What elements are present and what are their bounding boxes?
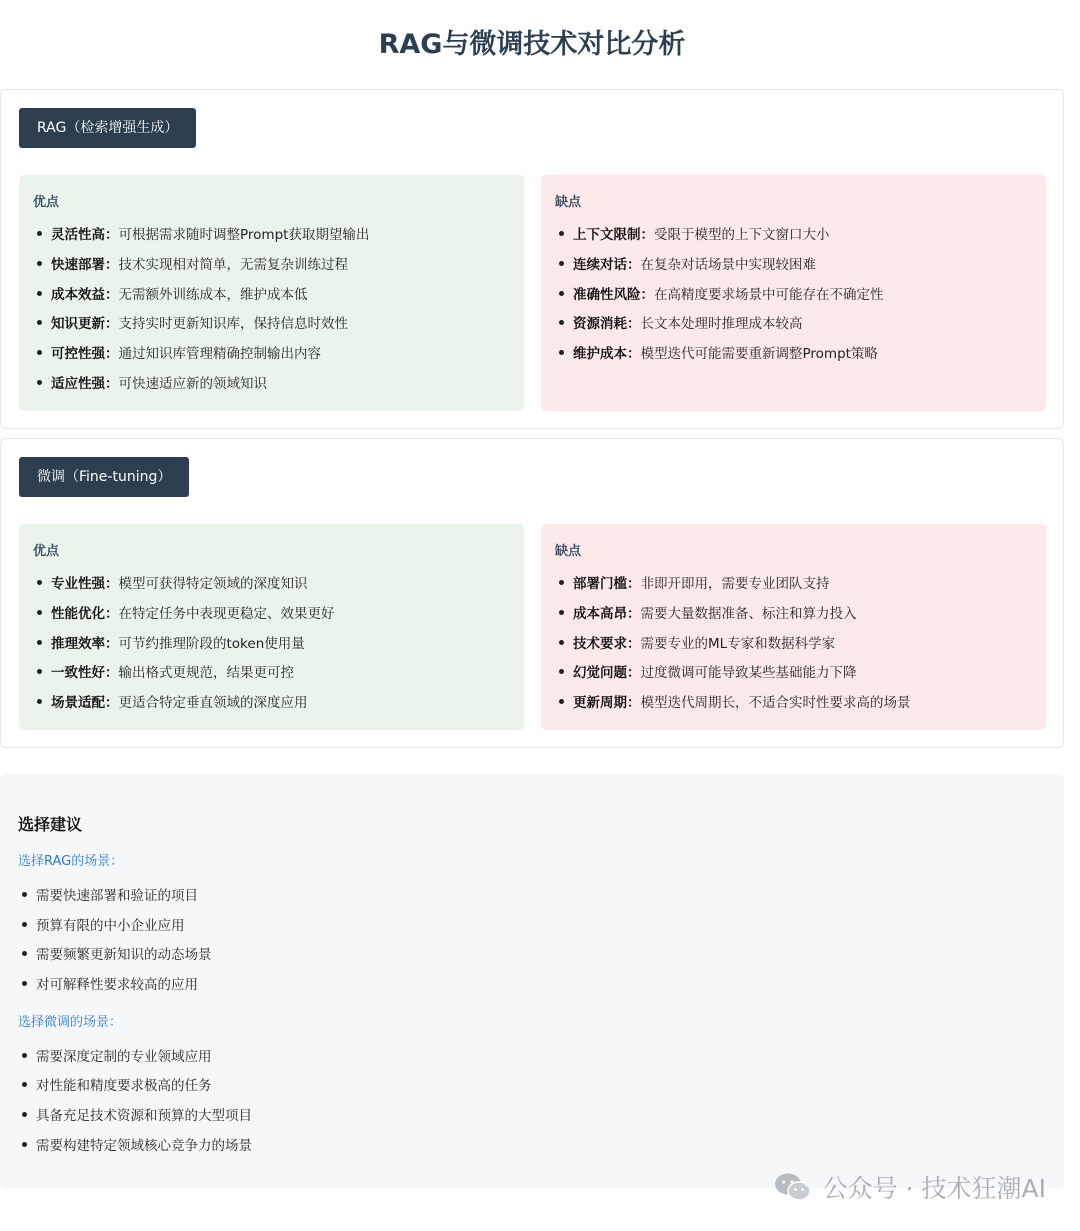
item-text: 在复杂对话场景中实现较困难 xyxy=(640,256,816,273)
item-text: 在特定任务中表现更稳定、效果更好 xyxy=(118,605,335,622)
advice-title: 选择建议 xyxy=(18,815,83,834)
item-key: 快速部署： xyxy=(51,256,119,273)
list-item xyxy=(555,691,1032,721)
item-key: 性能优化： xyxy=(51,605,119,622)
item-text: 技术实现相对简单，无需复杂训练过程 xyxy=(118,256,348,273)
item-key: 准确性风险： xyxy=(573,286,654,303)
item-text: 在高精度要求场景中可能存在不确定性 xyxy=(654,286,884,303)
item-key: 上下文限制： xyxy=(573,227,654,243)
finetune-cons-title: 缺点 xyxy=(555,544,582,559)
list-item xyxy=(555,312,1032,342)
item-key: 资源消耗： xyxy=(573,316,641,333)
item-key: 部署门槛： xyxy=(573,576,641,592)
list-item xyxy=(555,342,1032,372)
item-text: 输出格式更规范，结果更可控 xyxy=(118,665,294,682)
list-item xyxy=(555,661,1032,691)
list-item xyxy=(33,661,510,691)
list-item: 对可解释性要求较高的应用 xyxy=(18,973,1046,1003)
finetune-section-header: 微调（Fine-tuning） xyxy=(19,457,189,497)
list-item: 需要频繁更新知识的动态场景 xyxy=(18,943,1046,973)
list-item xyxy=(555,253,1032,283)
list-item xyxy=(33,342,510,372)
item-text: 可根据需求随时调整Prompt获取期望输出 xyxy=(118,227,370,243)
watermark-text: 公众号 · 技术狂潮AI xyxy=(822,1174,1046,1203)
list-item xyxy=(555,632,1032,662)
item-key: 适应性强： xyxy=(51,375,119,392)
item-key: 成本效益： xyxy=(51,286,119,303)
finetune-section xyxy=(0,438,1064,748)
item-key: 幻觉问题： xyxy=(573,665,641,682)
list-item: 需要快速部署和验证的项目 xyxy=(18,884,1046,914)
advice-finetune-list xyxy=(18,1045,1046,1164)
item-key: 场景适配： xyxy=(51,695,119,712)
advice-finetune-subtitle: 选择微调的场景： xyxy=(18,1014,123,1030)
item-key: 一致性好： xyxy=(51,665,119,682)
list-item xyxy=(33,372,510,402)
finetune-pros-title: 优点 xyxy=(33,544,60,559)
advice-rag-subtitle: 选择RAG的场景： xyxy=(18,854,124,869)
list-item xyxy=(33,253,510,283)
item-text: 需要专业的ML专家和数据科学家 xyxy=(640,635,836,652)
advice-rag-list xyxy=(18,884,1046,1003)
wechat-icon xyxy=(773,1171,813,1203)
finetune-cons-panel xyxy=(541,524,1046,730)
item-key: 维护成本： xyxy=(573,346,641,363)
list-item xyxy=(33,312,510,342)
list-item: 需要深度定制的专业领域应用 xyxy=(18,1045,1046,1075)
finetune-pros-panel xyxy=(19,524,524,730)
list-item xyxy=(555,283,1032,313)
list-item: 预算有限的中小企业应用 xyxy=(18,914,1046,944)
item-key: 成本高昂： xyxy=(573,605,641,622)
item-key: 专业性强： xyxy=(51,576,119,592)
rag-pros-panel xyxy=(19,175,524,411)
item-text: 受限于模型的上下文窗口大小 xyxy=(654,227,830,243)
list-item xyxy=(555,572,1032,602)
list-item xyxy=(33,283,510,313)
item-text: 可快速适应新的领域知识 xyxy=(118,375,267,392)
list-item: 对性能和精度要求极高的任务 xyxy=(18,1074,1046,1104)
item-key: 连续对话： xyxy=(573,256,641,273)
item-text: 支持实时更新知识库，保持信息时效性 xyxy=(118,316,348,333)
item-text: 模型迭代可能需要重新调整Prompt策略 xyxy=(640,346,878,363)
item-text: 非即开即用，需要专业团队支持 xyxy=(640,576,830,592)
item-text: 可节约推理阶段的token使用量 xyxy=(118,635,305,652)
item-text: 模型迭代周期长，不适合实时性要求高的场景 xyxy=(640,695,911,712)
item-key: 知识更新： xyxy=(51,316,119,333)
list-item: 需要构建特定领域核心竞争力的场景 xyxy=(18,1134,1046,1164)
list-item xyxy=(555,602,1032,632)
item-text: 模型可获得特定领域的深度知识 xyxy=(118,576,308,592)
list-item xyxy=(33,572,510,602)
item-text: 通过知识库管理精确控制输出内容 xyxy=(118,346,321,363)
list-item xyxy=(33,223,510,253)
item-text: 长文本处理时推理成本较高 xyxy=(640,316,803,333)
item-text: 需要大量数据准备、标注和算力投入 xyxy=(640,605,857,622)
item-text: 无需额外训练成本，维护成本低 xyxy=(118,286,308,303)
list-item xyxy=(555,223,1032,253)
list-item xyxy=(33,632,510,662)
rag-section xyxy=(0,89,1064,429)
list-item xyxy=(33,602,510,632)
item-key: 推理效率： xyxy=(51,635,119,652)
item-text: 过度微调可能导致某些基础能力下降 xyxy=(640,665,857,682)
item-key: 技术要求： xyxy=(573,635,641,652)
page-title: RAG与微调技术对比分析 xyxy=(378,29,686,60)
rag-cons-panel xyxy=(541,175,1046,411)
advice-section xyxy=(0,774,1064,1188)
watermark xyxy=(773,1170,1046,1204)
rag-cons-title: 缺点 xyxy=(555,195,582,210)
item-key: 更新周期： xyxy=(573,695,641,712)
list-item xyxy=(33,691,510,721)
rag-section-header: RAG（检索增强生成） xyxy=(19,108,196,148)
item-text: 更适合特定垂直领域的深度应用 xyxy=(118,695,308,712)
item-key: 可控性强： xyxy=(51,346,119,363)
list-item: 具备充足技术资源和预算的大型项目 xyxy=(18,1104,1046,1134)
rag-pros-title: 优点 xyxy=(33,195,60,210)
item-key: 灵活性高： xyxy=(51,227,119,243)
